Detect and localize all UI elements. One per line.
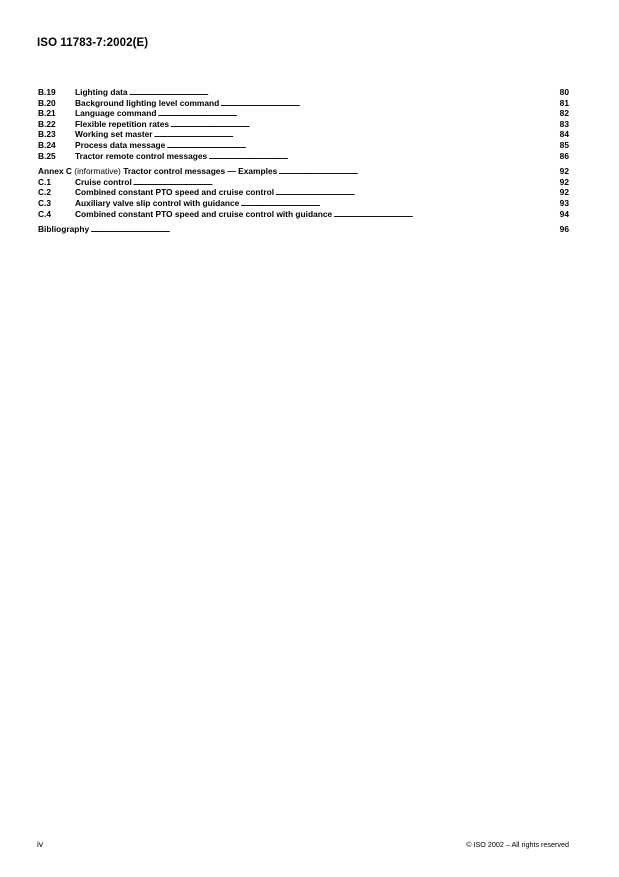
annex-qualifier: (informative) <box>71 166 124 177</box>
document-header: ISO 11783-7:2002(E) <box>37 37 149 49</box>
dot-leader <box>133 177 559 188</box>
toc-entry-number: C.2 <box>38 187 52 198</box>
dot-leader <box>278 166 558 177</box>
toc-entry-page: 93 <box>559 197 569 208</box>
dot-leader <box>275 187 559 198</box>
toc-entry-title: Bibliography <box>38 224 90 235</box>
page-number: iv <box>37 839 44 849</box>
toc-entry-number: B.25 <box>38 150 56 161</box>
toc-entry-page: 85 <box>559 139 569 150</box>
toc-entry-title: Working set master <box>75 129 153 140</box>
copyright-notice: © ISO 2002 – All rights reserved <box>466 840 569 849</box>
toc-entry-number: B.24 <box>38 139 56 150</box>
toc-entry-b23[interactable] <box>38 129 569 140</box>
toc-entry-title: Cruise control <box>75 176 132 187</box>
dot-leader <box>154 129 559 140</box>
table-of-contents <box>38 87 569 235</box>
toc-entry-title: Auxiliary valve slip control with guidance <box>75 197 240 208</box>
annex-title: Tractor control messages — Examples <box>123 166 278 177</box>
annex-label: Annex C <box>38 166 72 177</box>
dot-leader <box>170 119 559 130</box>
toc-entry-c1[interactable] <box>38 177 569 188</box>
toc-entry-b22[interactable] <box>38 119 569 130</box>
toc-entry-page: 81 <box>559 97 569 108</box>
toc-entry-page: 80 <box>559 87 569 97</box>
toc-entry-title: Lighting data <box>75 87 128 97</box>
toc-entry-title: Combined constant PTO speed and cruise control <box>75 187 275 198</box>
toc-annex-heading <box>38 166 277 177</box>
toc-entry-b19[interactable] <box>38 87 569 98</box>
toc-entry-page: 92 <box>559 166 569 177</box>
toc-entry-b25[interactable] <box>38 151 569 162</box>
toc-entry-number: B.19 <box>38 87 56 97</box>
toc-entry-title: Flexible repetition rates <box>75 118 170 129</box>
toc-entry-title: Language command <box>75 108 157 119</box>
dot-leader <box>208 151 558 162</box>
toc-entry-page: 94 <box>559 208 569 219</box>
toc-entry-number: B.20 <box>38 97 56 108</box>
toc-entry-number: B.22 <box>38 118 56 129</box>
toc-entry-c3[interactable] <box>38 198 569 209</box>
toc-entry-page: 96 <box>559 224 569 235</box>
toc-entry-page: 82 <box>559 108 569 119</box>
dot-leader <box>220 98 558 109</box>
toc-entry-title: Background lighting level command <box>75 97 220 108</box>
toc-entry-c4[interactable] <box>38 209 569 220</box>
toc-entry-bibliography[interactable] <box>38 224 569 235</box>
toc-entry-c2[interactable] <box>38 187 569 198</box>
toc-entry-number: B.23 <box>38 129 56 140</box>
dot-leader <box>157 108 558 119</box>
toc-entry-b21[interactable] <box>38 108 569 119</box>
toc-entry-page: 86 <box>559 150 569 161</box>
toc-entry-b24[interactable] <box>38 140 569 151</box>
dot-leader <box>129 87 559 98</box>
toc-entry-number: C.4 <box>38 208 52 219</box>
toc-entry-page: 83 <box>559 118 569 129</box>
toc-entry-number: C.1 <box>38 176 52 187</box>
dot-leader <box>90 224 558 235</box>
toc-entry-title: Process data message <box>75 139 166 150</box>
toc-entry-title: Combined constant PTO speed and cruise control with guidance <box>75 208 333 219</box>
toc-entry-number: C.3 <box>38 197 52 208</box>
toc-entry-b20[interactable] <box>38 98 569 109</box>
dot-leader <box>166 140 558 151</box>
toc-entry-title: Tractor remote control messages <box>75 150 208 161</box>
toc-entry-page: 92 <box>559 176 569 187</box>
dot-leader <box>240 198 558 209</box>
toc-entry-number: B.21 <box>38 108 56 119</box>
toc-entry-annex-c[interactable] <box>38 166 569 177</box>
dot-leader <box>333 209 558 220</box>
toc-entry-page: 92 <box>559 187 569 198</box>
toc-entry-page: 84 <box>559 129 569 140</box>
